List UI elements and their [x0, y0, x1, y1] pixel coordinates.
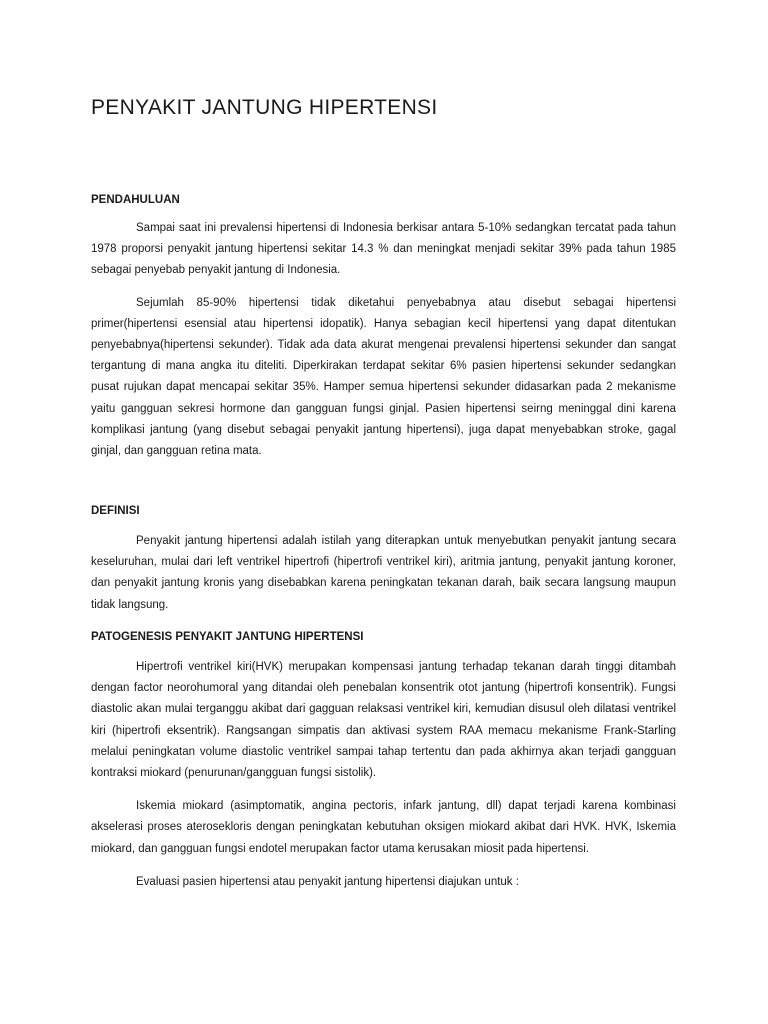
section-heading: PATOGENESIS PENYAKIT JANTUNG HIPERTENSI [91, 631, 364, 643]
section-heading: DEFINISI [91, 505, 140, 517]
document-title: PENYAKIT JANTUNG HIPERTENSI [91, 96, 438, 119]
section-definisi [91, 503, 676, 616]
section-paragraphs [91, 531, 676, 616]
section-heading: PENDAHULUAN [91, 194, 180, 206]
paragraph: Sampai saat ini prevalensi hipertensi di Indonesia berkisar antara 5-10% sedangkan tercatat pada tahun 1978 proporsi penyakit jantung hipertensi sekitar 14.3 % dan meningkat menjadi sekitar 39% pada tahun 1985 sebagai penyebab penyakit jantung di Indonesia. [91, 222, 676, 277]
section-paragraphs [91, 218, 676, 462]
paragraph: Penyakit jantung hipertensi adalah istilah yang diterapkan untuk menyebutkan penyakit jantung secara keseluruhan, mulai dari left ventrikel hipertrofi (hipertrofi ventrikel kiri), aritmia jantung, penyakit jantung koroner, dan penyakit jantung kronis yang disebabkan karena peningkatan tekanan darah, baik secara langsung maupun tidak langsung. [91, 535, 676, 611]
section-pendahuluan [91, 192, 676, 473]
paragraph: Sejumlah 85-90% hipertensi tidak diketahui penyebabnya atau disebut sebagai hipertensi primer(hipertensi esensial atau hipertensi idopatik). Hanya sebagian kecil hipertensi yang dapat ditentukan penyebabnya(hipertensi sekunder). Tidak ada data akurat mengenai prevalensi hipertensi sekunder dan sangat tergantung di mana angka itu diteliti. Diperkirakan terdapat sekitar 6% pasien hipertensi sekunder sedangkan pusat rujukan dapat mencapai sekitar 35%. Hamper semua hipertensi sekunder didasarkan pada 2 mekanisme yaitu gangguan sekresi hormone dan gangguan fungsi ginjal. Pasien hipertensi seirng meninggal dini karena komplikasi jantung (yang disebut sebagai penyakit jantung hipertensi), juga dapat menyebabkan stroke, gagal ginjal, dan gangguan retina mata. [91, 296, 676, 458]
section-paragraphs [91, 657, 676, 893]
paragraph: Evaluasi pasien hipertensi atau penyakit jantung hipertensi diajukan untuk : [136, 875, 519, 888]
paragraph: Hipertrofi ventrikel kiri(HVK) merupakan kompensasi jantung terhadap tekanan darah tinggi ditambah dengan factor neorohumoral yang ditandai oleh penebalan konsentrik otot jantung (hipertrofi konsentrik). Fungsi diastolic akan mulai terganggu akibat dari gagguan relaksasi ventrikel kiri, kemudian disusul oleh dilatasi ventrikel kiri (hipertrofi eksentrik). Rangsangan simpatis dan aktivasi system RAA memacu mekanisme Frank-Starling melalui peningkatan volume diastolic ventrikel sampai tahap tertentu dan pada akhirnya akan terjadi gangguan kontraksi miokard (penurunan/gangguan fungsi sistolik). [91, 661, 676, 780]
section-patogenesis [91, 629, 676, 905]
paragraph: Iskemia miokard (asimptomatik, angina pectoris, infark jantung, dll) dapat terjadi karena kombinasi akselerasi proses aterosekloris dengan peningkatan kebutuhan oksigen miokard akibat dari HVK. HVK, Iskemia miokard, dan gangguan fungsi endotel merupakan factor utama kerusakan miosit pada hipertensi. [91, 800, 676, 855]
